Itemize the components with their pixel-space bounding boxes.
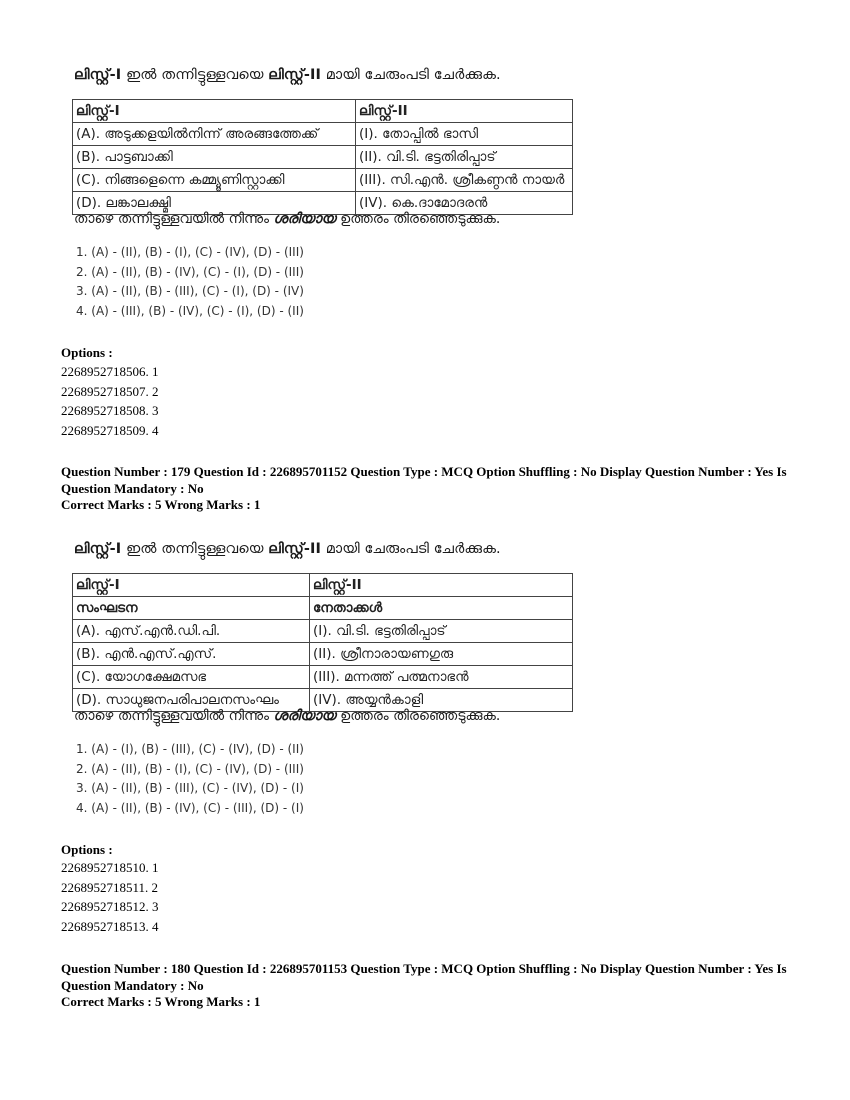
table-row [73, 666, 573, 689]
option-item: 2268952718513. 4 [61, 918, 159, 934]
list-item: 1. (A) - (I), (B) - (III), (C) - (IV), (D) - (II) [76, 742, 304, 756]
list2-label: ലിസ്റ്റ്-II [268, 541, 321, 557]
list-item: 4. (A) - (II), (B) - (IV), (C) - (III), (D) - (I) [76, 800, 304, 815]
col2-header: ലിസ്റ്റ്-II [310, 574, 573, 597]
table-cell: (A). അടുക്കളയിൽനിന്ന് അരങ്ങത്തേക്ക് [73, 123, 356, 146]
options-title: Options : [61, 842, 113, 857]
sub1-header: സംഘടന [73, 597, 310, 620]
marks-line: Correct Marks : 5 Wrong Marks : 1 [61, 497, 261, 512]
option-item: 2268952718509. 4 [61, 422, 159, 438]
list-item: 2. (A) - (II), (B) - (IV), (C) - (I), (D) - (III) [76, 264, 304, 279]
table-cell: (IV). അയ്യൻകാളി [310, 689, 573, 712]
answer-choices [76, 740, 304, 818]
question-intro: ലിസ്റ്റ്-I ഇൽ തന്നിട്ടുള്ളവയെ ലിസ്റ്റ്-II മായി ചേരുംപടി ചേർക്കുക. [74, 541, 501, 557]
table-cell: (I). തോപ്പിൽ ഭാസി [356, 123, 573, 146]
option-item: 2268952718511. 2 [61, 879, 159, 895]
table-cell: (B). എൻ.എസ്.എസ്. [73, 643, 310, 666]
question-intro: ലിസ്റ്റ്-I ഇൽ തന്നിട്ടുള്ളവയെ ലിസ്റ്റ്-II മായി ചേരുംപടി ചേർക്കുക. [74, 67, 501, 83]
table-cell: (II). വി.ടി. ഭട്ടതിരിപ്പാട് [356, 146, 573, 169]
question-meta [61, 961, 796, 1011]
table-row [73, 620, 573, 643]
table-row [73, 169, 573, 192]
table-row [73, 123, 573, 146]
list-item: 2. (A) - (II), (B) - (I), (C) - (IV), (D) - (III) [76, 761, 304, 776]
option-item: 2268952718506. 1 [61, 364, 159, 379]
list1-label: ലിസ്റ്റ്-I [74, 541, 122, 557]
table-cell: (I). വി.ടി. ഭട്ടതിരിപ്പാട് [310, 620, 573, 643]
instruction-text: താഴെ തന്നിട്ടുള്ളവയിൽ നിന്നും ശരിയായ ഉത്തരം തിരഞ്ഞെടുക്കുക. [74, 211, 501, 227]
table-header-row [73, 100, 573, 123]
list2-label: ലിസ്റ്റ്-II [268, 67, 321, 83]
list1-label: ലിസ്റ്റ്-I [74, 67, 122, 83]
list-item: 3. (A) - (II), (B) - (III), (C) - (I), (D) - (IV) [76, 284, 304, 298]
table-subheader-row [73, 597, 573, 620]
table-cell: (C). നിങ്ങളെന്നെ കമ്മ്യൂണിസ്റ്റാക്കി [73, 169, 356, 192]
table-cell: (II). ശ്രീനാരായണഗുരു [310, 643, 573, 666]
option-item: 2268952718508. 3 [61, 403, 159, 418]
table-row [73, 643, 573, 666]
list-item: 3. (A) - (II), (B) - (III), (C) - (IV), (D) - (I) [76, 781, 304, 795]
list-item: 4. (A) - (III), (B) - (IV), (C) - (I), (D) - (II) [76, 303, 304, 318]
question-meta [61, 464, 796, 514]
options-title: Options : [61, 345, 113, 360]
table-header-row [73, 574, 573, 597]
marks-line: Correct Marks : 5 Wrong Marks : 1 [61, 994, 261, 1009]
table-cell: (B). പാട്ടബാക്കി [73, 146, 356, 169]
list-item: 1. (A) - (II), (B) - (I), (C) - (IV), (D) - (III) [76, 245, 304, 259]
table-row [73, 146, 573, 169]
col1-header: ലിസ്റ്റ്-I [73, 574, 310, 597]
table-cell: (D). സാധുജനപരിപാലനസംഘം [73, 689, 310, 712]
option-item: 2268952718512. 3 [61, 899, 159, 914]
meta-line: Question Number : 180 Question Id : 226895701153 Question Type : MCQ Option Shuffling : No Display Question Number : Yes Is Question Mandatory : No [61, 961, 787, 993]
col1-header: ലിസ്റ്റ്-I [73, 100, 356, 123]
sub2-header: നേതാക്കൾ [310, 597, 573, 620]
table-cell: (A). എസ്.എൻ.ഡി.പി. [73, 620, 310, 643]
table-cell: (C). യോഗക്ഷേമസഭ [73, 666, 310, 689]
meta-line: Question Number : 179 Question Id : 226895701152 Question Type : MCQ Option Shuffling : No Display Question Number : Yes Is Question Mandatory : No [61, 464, 787, 496]
col2-header: ലിസ്റ്റ്-II [356, 100, 573, 123]
table-cell: (III). സി.എൻ. ശ്രീകണ്ഠൻ നായർ [356, 169, 573, 192]
match-table [72, 573, 573, 712]
match-table [72, 99, 573, 215]
options-list [61, 362, 159, 440]
instruction-text: താഴെ തന്നിട്ടുള്ളവയിൽ നിന്നും ശരിയായ ഉത്തരം തിരഞ്ഞെടുക്കുക. [74, 708, 501, 724]
table-cell: (D). ലങ്കാലക്ഷ്മി [73, 192, 356, 215]
options-list [61, 858, 159, 936]
table-cell: (IV). കെ.ദാമോദരൻ [356, 192, 573, 215]
option-item: 2268952718510. 1 [61, 860, 159, 875]
table-cell: (III). മന്നത്ത് പത്മനാഭൻ [310, 666, 573, 689]
option-item: 2268952718507. 2 [61, 383, 159, 399]
answer-choices [76, 243, 304, 321]
